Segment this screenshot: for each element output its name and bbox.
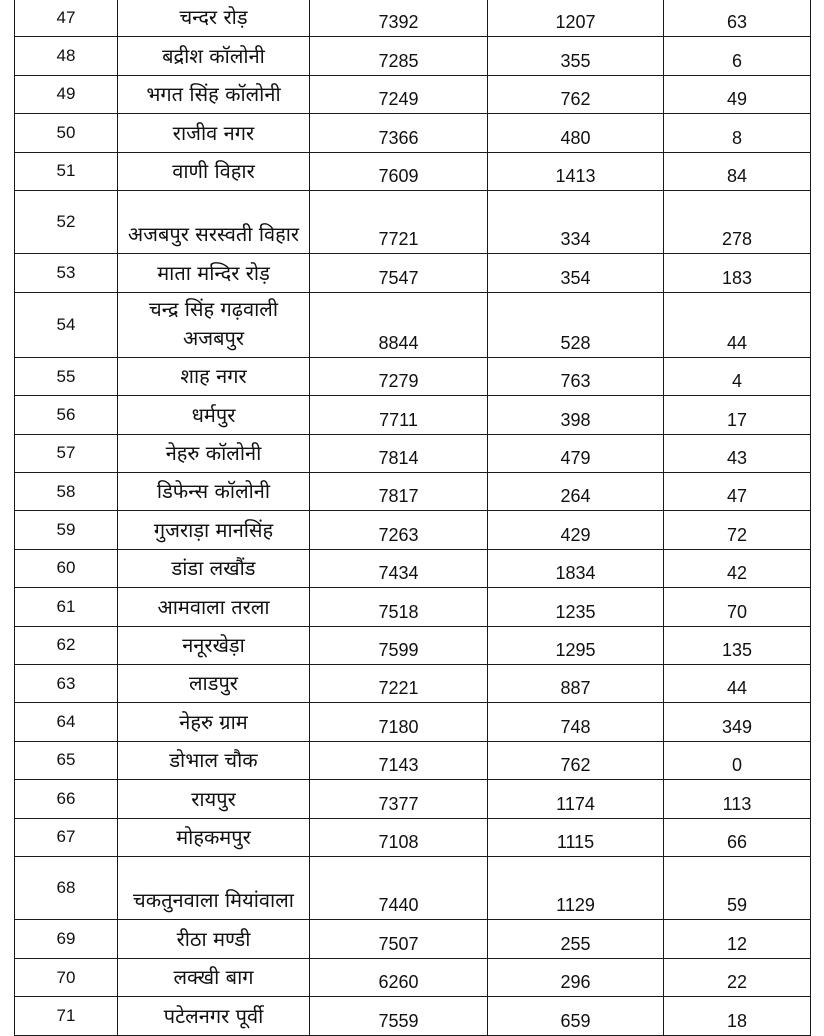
area-name-cell: आमवाला तरला [118, 588, 310, 626]
serial-number-cell: 50 [15, 114, 118, 152]
value-column-2-cell: 1174 [488, 780, 664, 818]
table-row [15, 511, 811, 549]
value-column-3-cell: 6 [664, 37, 811, 75]
value-column-1-cell: 6260 [310, 958, 488, 996]
area-name-cell: चन्दर रोड़ [118, 0, 310, 37]
serial-number-cell: 59 [15, 511, 118, 549]
value-column-2-cell: 1834 [488, 549, 664, 587]
area-name-cell: डिफेन्स कॉलोनी [118, 473, 310, 511]
table-row [15, 549, 811, 587]
value-column-1-cell: 7440 [310, 856, 488, 920]
value-column-2-cell: 334 [488, 190, 664, 254]
table-row [15, 473, 811, 511]
value-column-1-cell: 7392 [310, 0, 488, 37]
value-column-2-cell: 429 [488, 511, 664, 549]
table-row [15, 997, 811, 1035]
data-table-container [14, 0, 810, 1036]
area-name-cell: मोहकमपुर [118, 818, 310, 856]
table-row [15, 254, 811, 292]
value-column-1-cell: 7817 [310, 473, 488, 511]
value-column-3-cell: 22 [664, 958, 811, 996]
value-column-2-cell: 355 [488, 37, 664, 75]
value-column-3-cell: 44 [664, 664, 811, 702]
value-column-3-cell: 72 [664, 511, 811, 549]
table-row [15, 920, 811, 958]
value-column-2-cell: 1129 [488, 856, 664, 920]
value-column-3-cell: 44 [664, 292, 811, 357]
area-name-cell: नेहरु कॉलोनी [118, 434, 310, 472]
value-column-1-cell: 7279 [310, 357, 488, 395]
area-name-cell: डांडा लखौंड [118, 549, 310, 587]
value-column-2-cell: 528 [488, 292, 664, 357]
value-column-3-cell: 63 [664, 0, 811, 37]
value-column-2-cell: 763 [488, 357, 664, 395]
serial-number-cell: 67 [15, 818, 118, 856]
serial-number-cell: 66 [15, 780, 118, 818]
value-column-1-cell: 7249 [310, 75, 488, 113]
value-column-1-cell: 7547 [310, 254, 488, 292]
serial-number-cell: 60 [15, 549, 118, 587]
table-row [15, 664, 811, 702]
value-column-1-cell: 7609 [310, 152, 488, 190]
value-column-3-cell: 113 [664, 780, 811, 818]
area-name-cell: बद्रीश कॉलोनी [118, 37, 310, 75]
table-row [15, 292, 811, 357]
area-name-cell: राजीव नगर [118, 114, 310, 152]
value-column-2-cell: 1207 [488, 0, 664, 37]
ward-data-table [14, 0, 811, 1036]
serial-number-cell: 65 [15, 741, 118, 779]
serial-number-cell: 47 [15, 0, 118, 37]
area-name-cell: पटेलनगर पूर्वी [118, 997, 310, 1035]
table-body [15, 0, 811, 1035]
value-column-2-cell: 659 [488, 997, 664, 1035]
serial-number-cell: 54 [15, 292, 118, 357]
area-name-cell: चन्द्र सिंह गढ़वाली अजबपुर [118, 292, 310, 357]
serial-number-cell: 63 [15, 664, 118, 702]
value-column-3-cell: 49 [664, 75, 811, 113]
area-name-cell: नेहरु ग्राम [118, 703, 310, 741]
serial-number-cell: 57 [15, 434, 118, 472]
value-column-3-cell: 349 [664, 703, 811, 741]
value-column-2-cell: 398 [488, 396, 664, 434]
area-name-cell: रीठा मण्डी [118, 920, 310, 958]
table-row [15, 626, 811, 664]
area-name-cell: चकतुनवाला मियांवाला [118, 856, 310, 920]
serial-number-cell: 55 [15, 357, 118, 395]
table-row [15, 37, 811, 75]
value-column-2-cell: 1413 [488, 152, 664, 190]
serial-number-cell: 51 [15, 152, 118, 190]
serial-number-cell: 52 [15, 190, 118, 254]
value-column-1-cell: 7285 [310, 37, 488, 75]
value-column-2-cell: 354 [488, 254, 664, 292]
value-column-1-cell: 7221 [310, 664, 488, 702]
value-column-1-cell: 7366 [310, 114, 488, 152]
value-column-1-cell: 7814 [310, 434, 488, 472]
value-column-2-cell: 887 [488, 664, 664, 702]
table-row [15, 190, 811, 254]
value-column-2-cell: 255 [488, 920, 664, 958]
value-column-3-cell: 183 [664, 254, 811, 292]
value-column-1-cell: 7180 [310, 703, 488, 741]
value-column-2-cell: 264 [488, 473, 664, 511]
serial-number-cell: 49 [15, 75, 118, 113]
value-column-1-cell: 7143 [310, 741, 488, 779]
value-column-1-cell: 7263 [310, 511, 488, 549]
table-row [15, 357, 811, 395]
area-name-cell: रायपुर [118, 780, 310, 818]
table-row [15, 780, 811, 818]
serial-number-cell: 56 [15, 396, 118, 434]
value-column-3-cell: 47 [664, 473, 811, 511]
value-column-1-cell: 7599 [310, 626, 488, 664]
area-name-cell: धर्मपुर [118, 396, 310, 434]
value-column-1-cell: 7434 [310, 549, 488, 587]
table-row [15, 703, 811, 741]
value-column-3-cell: 70 [664, 588, 811, 626]
serial-number-cell: 64 [15, 703, 118, 741]
area-name-cell: लक्खी बाग [118, 958, 310, 996]
value-column-1-cell: 7559 [310, 997, 488, 1035]
value-column-2-cell: 479 [488, 434, 664, 472]
table-row [15, 958, 811, 996]
table-row [15, 741, 811, 779]
area-name-cell: वाणी विहार [118, 152, 310, 190]
value-column-3-cell: 17 [664, 396, 811, 434]
serial-number-cell: 53 [15, 254, 118, 292]
value-column-3-cell: 4 [664, 357, 811, 395]
value-column-3-cell: 12 [664, 920, 811, 958]
value-column-2-cell: 762 [488, 75, 664, 113]
table-row [15, 856, 811, 920]
value-column-3-cell: 66 [664, 818, 811, 856]
table-row [15, 396, 811, 434]
table-row [15, 75, 811, 113]
area-name-cell: ननूरखेड़ा [118, 626, 310, 664]
table-row [15, 114, 811, 152]
table-row [15, 818, 811, 856]
table-row [15, 0, 811, 37]
serial-number-cell: 71 [15, 997, 118, 1035]
serial-number-cell: 48 [15, 37, 118, 75]
value-column-3-cell: 18 [664, 997, 811, 1035]
area-name-cell: गुजराड़ा मानसिंह [118, 511, 310, 549]
value-column-1-cell: 7377 [310, 780, 488, 818]
value-column-3-cell: 84 [664, 152, 811, 190]
value-column-2-cell: 480 [488, 114, 664, 152]
table-row [15, 588, 811, 626]
area-name-cell: माता मन्दिर रोड़ [118, 254, 310, 292]
value-column-3-cell: 278 [664, 190, 811, 254]
serial-number-cell: 68 [15, 856, 118, 920]
serial-number-cell: 70 [15, 958, 118, 996]
value-column-3-cell: 0 [664, 741, 811, 779]
table-row [15, 434, 811, 472]
value-column-1-cell: 8844 [310, 292, 488, 357]
value-column-3-cell: 43 [664, 434, 811, 472]
area-name-cell: अजबपुर सरस्वती विहार [118, 190, 310, 254]
value-column-2-cell: 296 [488, 958, 664, 996]
serial-number-cell: 62 [15, 626, 118, 664]
area-name-cell: शाह नगर [118, 357, 310, 395]
area-name-cell: लाडपुर [118, 664, 310, 702]
value-column-2-cell: 1115 [488, 818, 664, 856]
value-column-2-cell: 762 [488, 741, 664, 779]
serial-number-cell: 58 [15, 473, 118, 511]
value-column-1-cell: 7108 [310, 818, 488, 856]
value-column-2-cell: 1295 [488, 626, 664, 664]
value-column-1-cell: 7711 [310, 396, 488, 434]
table-row [15, 152, 811, 190]
serial-number-cell: 61 [15, 588, 118, 626]
area-name-cell: डोभाल चौक [118, 741, 310, 779]
area-name-cell: भगत सिंह कॉलोनी [118, 75, 310, 113]
value-column-3-cell: 8 [664, 114, 811, 152]
value-column-2-cell: 1235 [488, 588, 664, 626]
value-column-2-cell: 748 [488, 703, 664, 741]
value-column-1-cell: 7507 [310, 920, 488, 958]
value-column-3-cell: 42 [664, 549, 811, 587]
value-column-3-cell: 135 [664, 626, 811, 664]
serial-number-cell: 69 [15, 920, 118, 958]
value-column-1-cell: 7518 [310, 588, 488, 626]
value-column-1-cell: 7721 [310, 190, 488, 254]
value-column-3-cell: 59 [664, 856, 811, 920]
